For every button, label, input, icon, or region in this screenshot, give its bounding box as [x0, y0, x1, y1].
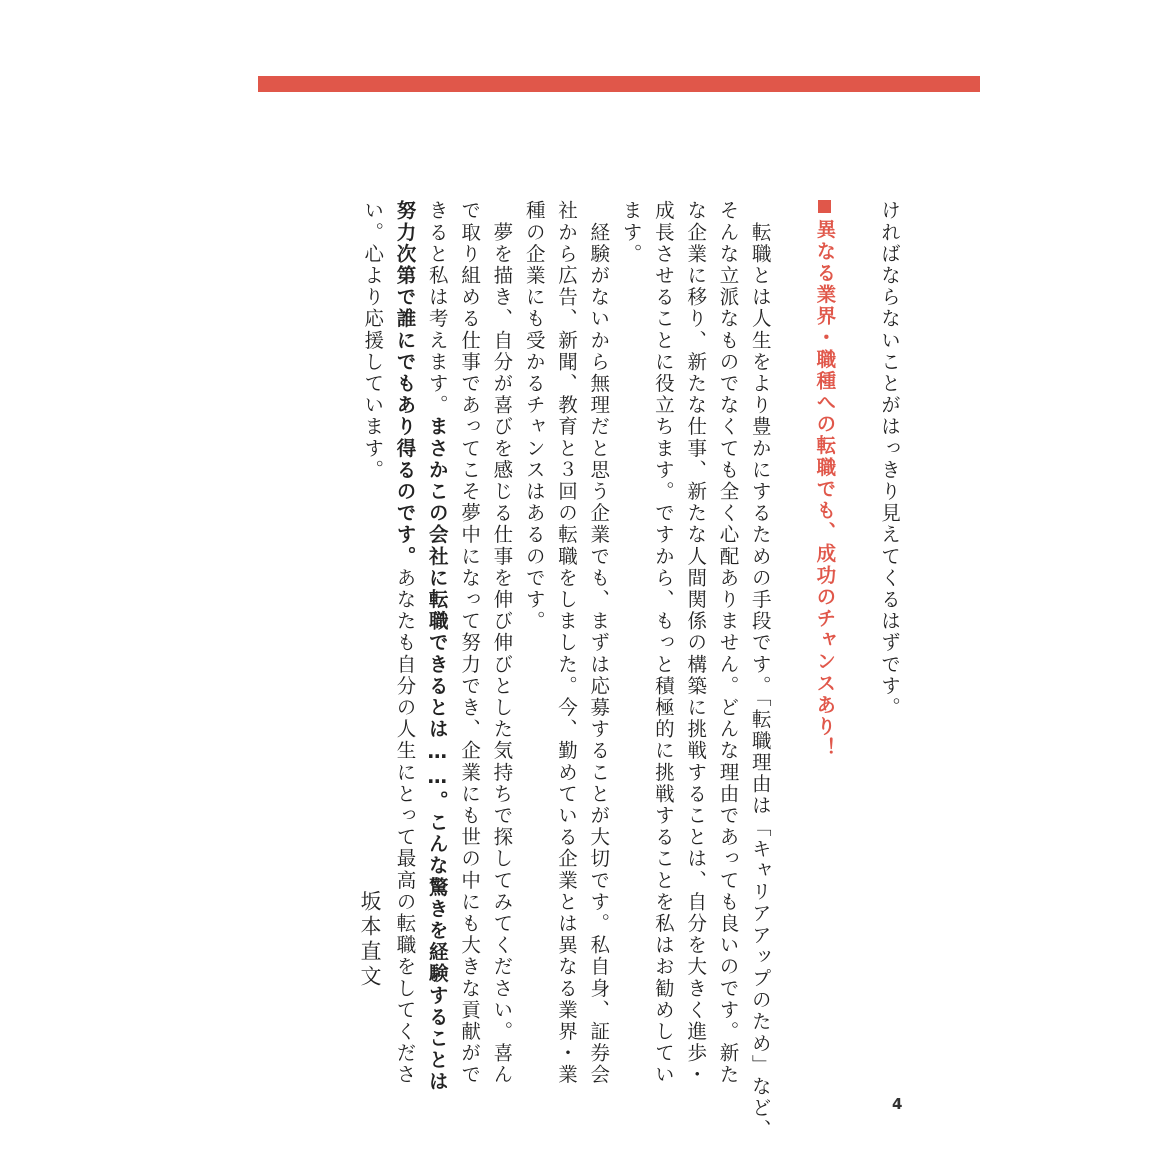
text-column [551, 200, 581, 1086]
paragraph-text: 経験がないから無理だと思う企業でも、まずは応募することが大切です。私自身、証券会 [587, 200, 611, 1086]
text-column [486, 200, 516, 1086]
text-column [809, 200, 839, 759]
paragraph-text: あなたも自分の人生にとって最高の転職をしてくださ [393, 567, 417, 1086]
paragraph-text: 成長させることに役立ちます。ですから、もっと積極的に挑戦することを私はお勧めしてい [651, 200, 675, 1086]
top-accent-bar [258, 76, 980, 92]
text-column [519, 200, 549, 632]
paragraph-text: い。心より応援しています。 [361, 200, 385, 481]
text-column [390, 200, 420, 1086]
paragraph-text: そんな立派なものでなくても全く心配ありません。どんな理由であっても良いのです。新た [716, 200, 740, 1086]
paragraph-text: 転職とは人生をより豊かにするための手段です。「転職理由は「キャリアアップのため」など、 [748, 200, 772, 1141]
text-column [583, 200, 613, 1086]
paragraph-text: 夢を描き、自分が喜びを感じる仕事を伸び伸びとした気持ちで探してみてください。喜ん [490, 200, 514, 1086]
text-column [357, 200, 387, 481]
text-column [422, 200, 452, 1093]
emphasis-text: まさかこの会社に転職できるとは……。こんな驚きを経験することは [425, 416, 449, 1093]
paragraph-text: で取り組める仕事であってこそ夢中になって努力でき、企業にも世の中にも大きな貢献がで [458, 200, 482, 1086]
text-column [745, 200, 775, 1141]
text-column [648, 200, 678, 1086]
paragraph-text: な企業に移り、新たな仕事、新たな人間関係の構築に挑戦することは、自分を大きく進歩・ [684, 200, 708, 1086]
emphasis-text: 努力次第で誰にでもあり得るのです。 [393, 200, 417, 568]
section-heading: 異なる業界・職種への転職でも、成功のチャンスあり！ [813, 219, 837, 759]
paragraph-text: 種の企業にも受かるチャンスはあるのです。 [522, 200, 546, 632]
text-column [454, 200, 484, 1086]
author-name: 坂本直文 [358, 890, 382, 990]
paragraph-text: きると私は考えます。 [425, 200, 449, 416]
text-column [713, 200, 743, 1086]
text-column [616, 200, 646, 265]
text-column [680, 200, 710, 1086]
heading-marker-icon [818, 200, 831, 213]
page-number: 4 [892, 1095, 903, 1113]
paragraph-text: ます。 [619, 200, 643, 265]
paragraph-text: ければならないことがはっきり見えてくるはずです。 [878, 200, 901, 719]
text-column [874, 200, 904, 718]
paragraph-text: 社から広告、新聞、教育と３回の転職をしました。今、勤めている企業とは異なる業界・業 [555, 200, 578, 1086]
